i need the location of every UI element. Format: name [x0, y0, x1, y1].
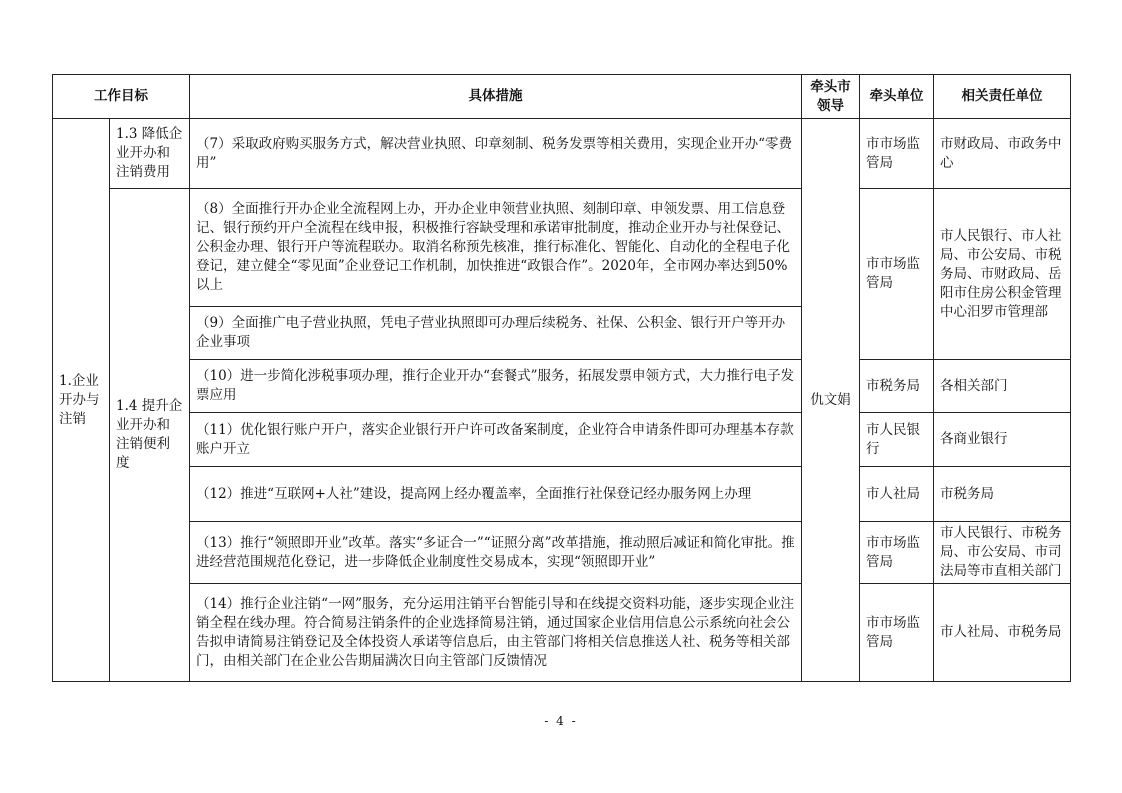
measure-cell: （9）全面推广电子营业执照，凭电子营业执照即可办理后续税务、社保、公积金、银行开户等开办企业事项 [190, 307, 802, 360]
work-plan-table [52, 74, 1071, 682]
lead-unit-cell: 市市场监管局 [860, 189, 934, 360]
related-cell: 市人社局、市税务局 [934, 584, 1071, 682]
goal-cell: 1.企业开办与注销 [53, 119, 110, 682]
measure-cell: （13）推行“领照即开业”改革。落实“多证合一”“证照分离”改革措施，推动照后减证和简化审批。推进经营范围规范化登记，进一步降低企业制度性交易成本，实现“领照即开业” [190, 522, 802, 584]
measure-cell: （11）优化银行账户开户，落实企业银行开户许可改备案制度，企业符合申请条件即可办理基本存款账户开立 [190, 413, 802, 467]
page-number: - 4 - [544, 714, 578, 728]
subgoal-cell: 1.4 提升企业开办和注销便利度 [110, 189, 190, 682]
lead-unit-cell: 市税务局 [860, 360, 934, 413]
lead-unit-cell: 市市场监管局 [860, 119, 934, 189]
table-header-row [53, 75, 1071, 119]
leader-cell: 仇文娟 [802, 119, 860, 682]
measure-cell: （7）采取政府购买服务方式，解决营业执照、印章刻制、税务发票等相关费用，实现企业开办“零费用” [190, 119, 802, 189]
related-cell: 市税务局 [934, 467, 1071, 522]
header-leader: 牵头市领导 [802, 75, 860, 119]
header-lead-unit: 牵头单位 [860, 75, 934, 119]
lead-unit-cell: 市市场监管局 [860, 522, 934, 584]
lead-unit-cell: 市市场监管局 [860, 584, 934, 682]
measure-cell: （12）推进“互联网+人社”建设，提高网上经办覆盖率，全面推行社保登记经办服务网上办理 [190, 467, 802, 522]
related-cell: 市财政局、市政务中心 [934, 119, 1071, 189]
related-cell: 市人民银行、市人社局、市公安局、市税务局、市财政局、岳阳市住房公积金管理中心汨罗市管理部 [934, 189, 1071, 360]
measure-cell: （8）全面推行开办企业全流程网上办，开办企业申领营业执照、刻制印章、申领发票、用工信息登记、银行预约开户全流程在线申报，积极推行容缺受理和承诺审批制度，推动企业开办与社保登记、公积金办理、银行开户等流程联办。取消名称预先核准，推行标准化、智能化、自动化的全程电子化登记，建立健全“零见面”企业登记工作机制，加快推进“政银合作”。2020年，全市网办率达到50%以上 [190, 189, 802, 307]
subgoal-cell: 1.3 降低企业开办和注销费用 [110, 119, 190, 189]
table-row [53, 413, 1071, 467]
header-measures: 具体措施 [190, 75, 802, 119]
related-cell: 各商业银行 [934, 413, 1071, 467]
table-row [53, 522, 1071, 584]
related-cell: 各相关部门 [934, 360, 1071, 413]
measure-cell: （14）推行企业注销“一网”服务，充分运用注销平台智能引导和在线提交资料功能，逐步实现企业注销全程在线办理。符合简易注销条件的企业选择简易注销，通过国家企业信用信息公示系统向社会公告拟申请简易注销登记及全体投资人承诺等信息后，由主管部门将相关信息推送人社、税务等相关部门，由相关部门在企业公告期届满次日向主管部门反馈情况 [190, 584, 802, 682]
related-cell: 市人民银行、市税务局、市公安局、市司法局等市直相关部门 [934, 522, 1071, 584]
table-row [53, 189, 1071, 307]
lead-unit-cell: 市人民银行 [860, 413, 934, 467]
table-row [53, 119, 1071, 189]
table-row [53, 467, 1071, 522]
header-related: 相关责任单位 [934, 75, 1071, 119]
header-goal: 工作目标 [53, 75, 190, 119]
table-row [53, 584, 1071, 682]
measure-cell: （10）进一步简化涉税事项办理，推行企业开办“套餐式”服务，拓展发票申领方式，大力推行电子发票应用 [190, 360, 802, 413]
table-row [53, 360, 1071, 413]
lead-unit-cell: 市人社局 [860, 467, 934, 522]
